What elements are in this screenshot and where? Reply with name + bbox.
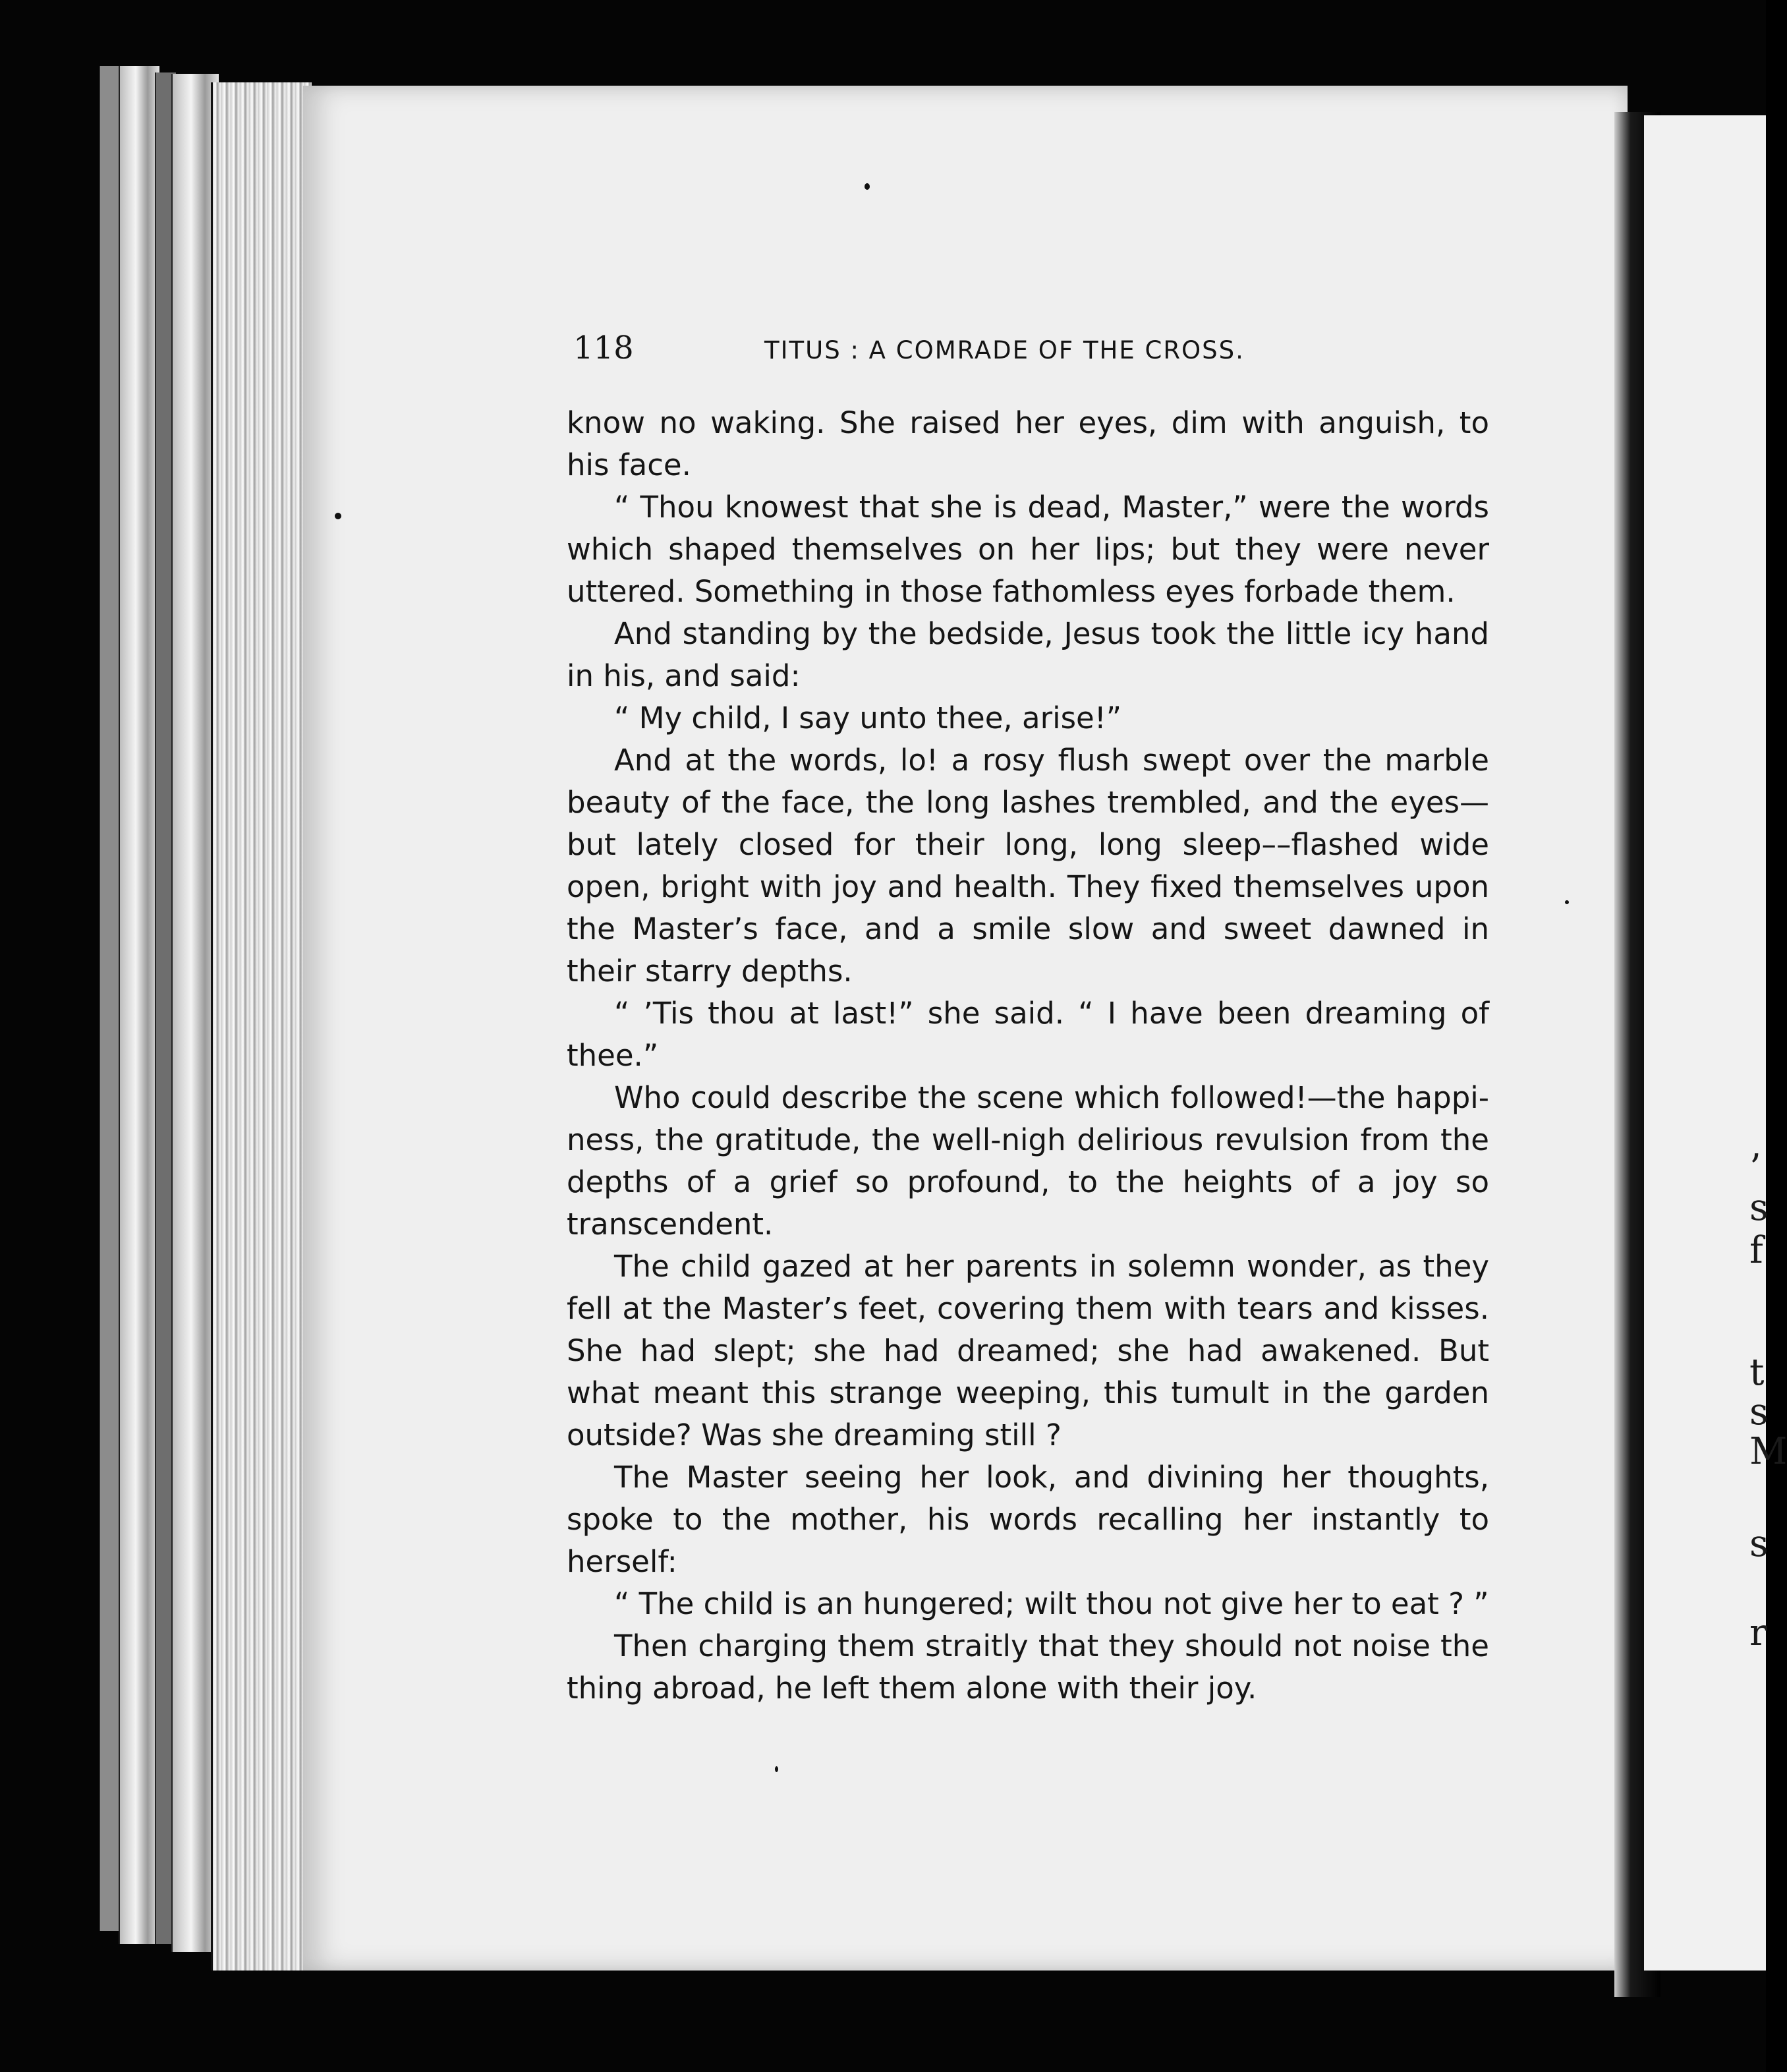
page-edges-stack [211,82,312,1971]
paragraph: Who could describe the scene which followed!—the happi- ness, the gratitude, the well-nigh delirious revulsion from the depths of a grief so profound, to the heights of a joy so transcendent. [567,1080,1489,1242]
paragraph: Then charging them straitly that they should not noise the thing abroad, he left them alone with their joy. [567,1628,1489,1706]
page-number: 118 [573,330,634,366]
scan-speck [1565,900,1569,904]
next-page-fragment: s [1749,1391,1769,1433]
paragraph: The Master seeing her look, and divining her thoughts, spoke to the mother, his words recalling her instantly to herself: [567,1460,1489,1579]
running-title: TITUS : A COMRADE OF THE CROSS. [764,336,1245,364]
paragraph: “ ’Tis thou at last!” she said. “ I have been dreaming of thee.” [567,996,1489,1073]
paragraph: “ Thou knowest that she is dead, Master,” were the words which shaped themselves on her lips; but they were never uttered. Something in those fathomless eyes forbade them. [567,490,1489,609]
page-header [573,330,1331,382]
paragraph: know no waking. She raised her eyes, dim with anguish, to his face. [567,405,1489,482]
next-page-sliver [1644,115,1787,1971]
next-page-fragment: f [1749,1229,1763,1272]
next-page-fragment: s [1749,1186,1769,1229]
paragraph: The child gazed at her parents in solemn wonder, as they fell at the Master’s feet, covering them with tears and kisses. She had slept; she had dreamed; she had awakened. But what meant this strange weeping, this tumult in the garden outside? Was she dreaming still ? [567,1249,1489,1453]
next-page-fragment: M [1749,1430,1787,1473]
next-page-fragment: ’ [1749,1147,1761,1190]
scan-speck [775,1766,778,1772]
next-page-fragment: s [1749,1522,1769,1565]
body-text [567,402,1489,1710]
scan-speck [865,183,870,190]
next-page-fragment: r [1749,1611,1767,1654]
paragraph: “ The child is an hungered; wilt thou not give her to eat ? ” [614,1586,1489,1621]
paragraph: And at the words, lo! a rosy flush swept over the marble beauty of the face, the long lashes trembled, and the eyes— but lately closed for their long, long sleep––flashed wide open, bright with joy and health. They fixed themselves upon the Master’s face, and a smile slow and sweet dawned in their starry depths. [567,743,1489,989]
page-edge [119,66,159,1944]
next-page-fragment: t [1749,1351,1765,1394]
paragraph: And standing by the bedside, Jesus took the little icy hand in his, and said: [567,616,1489,693]
scan-speck [335,513,341,519]
paragraph: “ My child, I say unto thee, arise!” [614,701,1122,735]
